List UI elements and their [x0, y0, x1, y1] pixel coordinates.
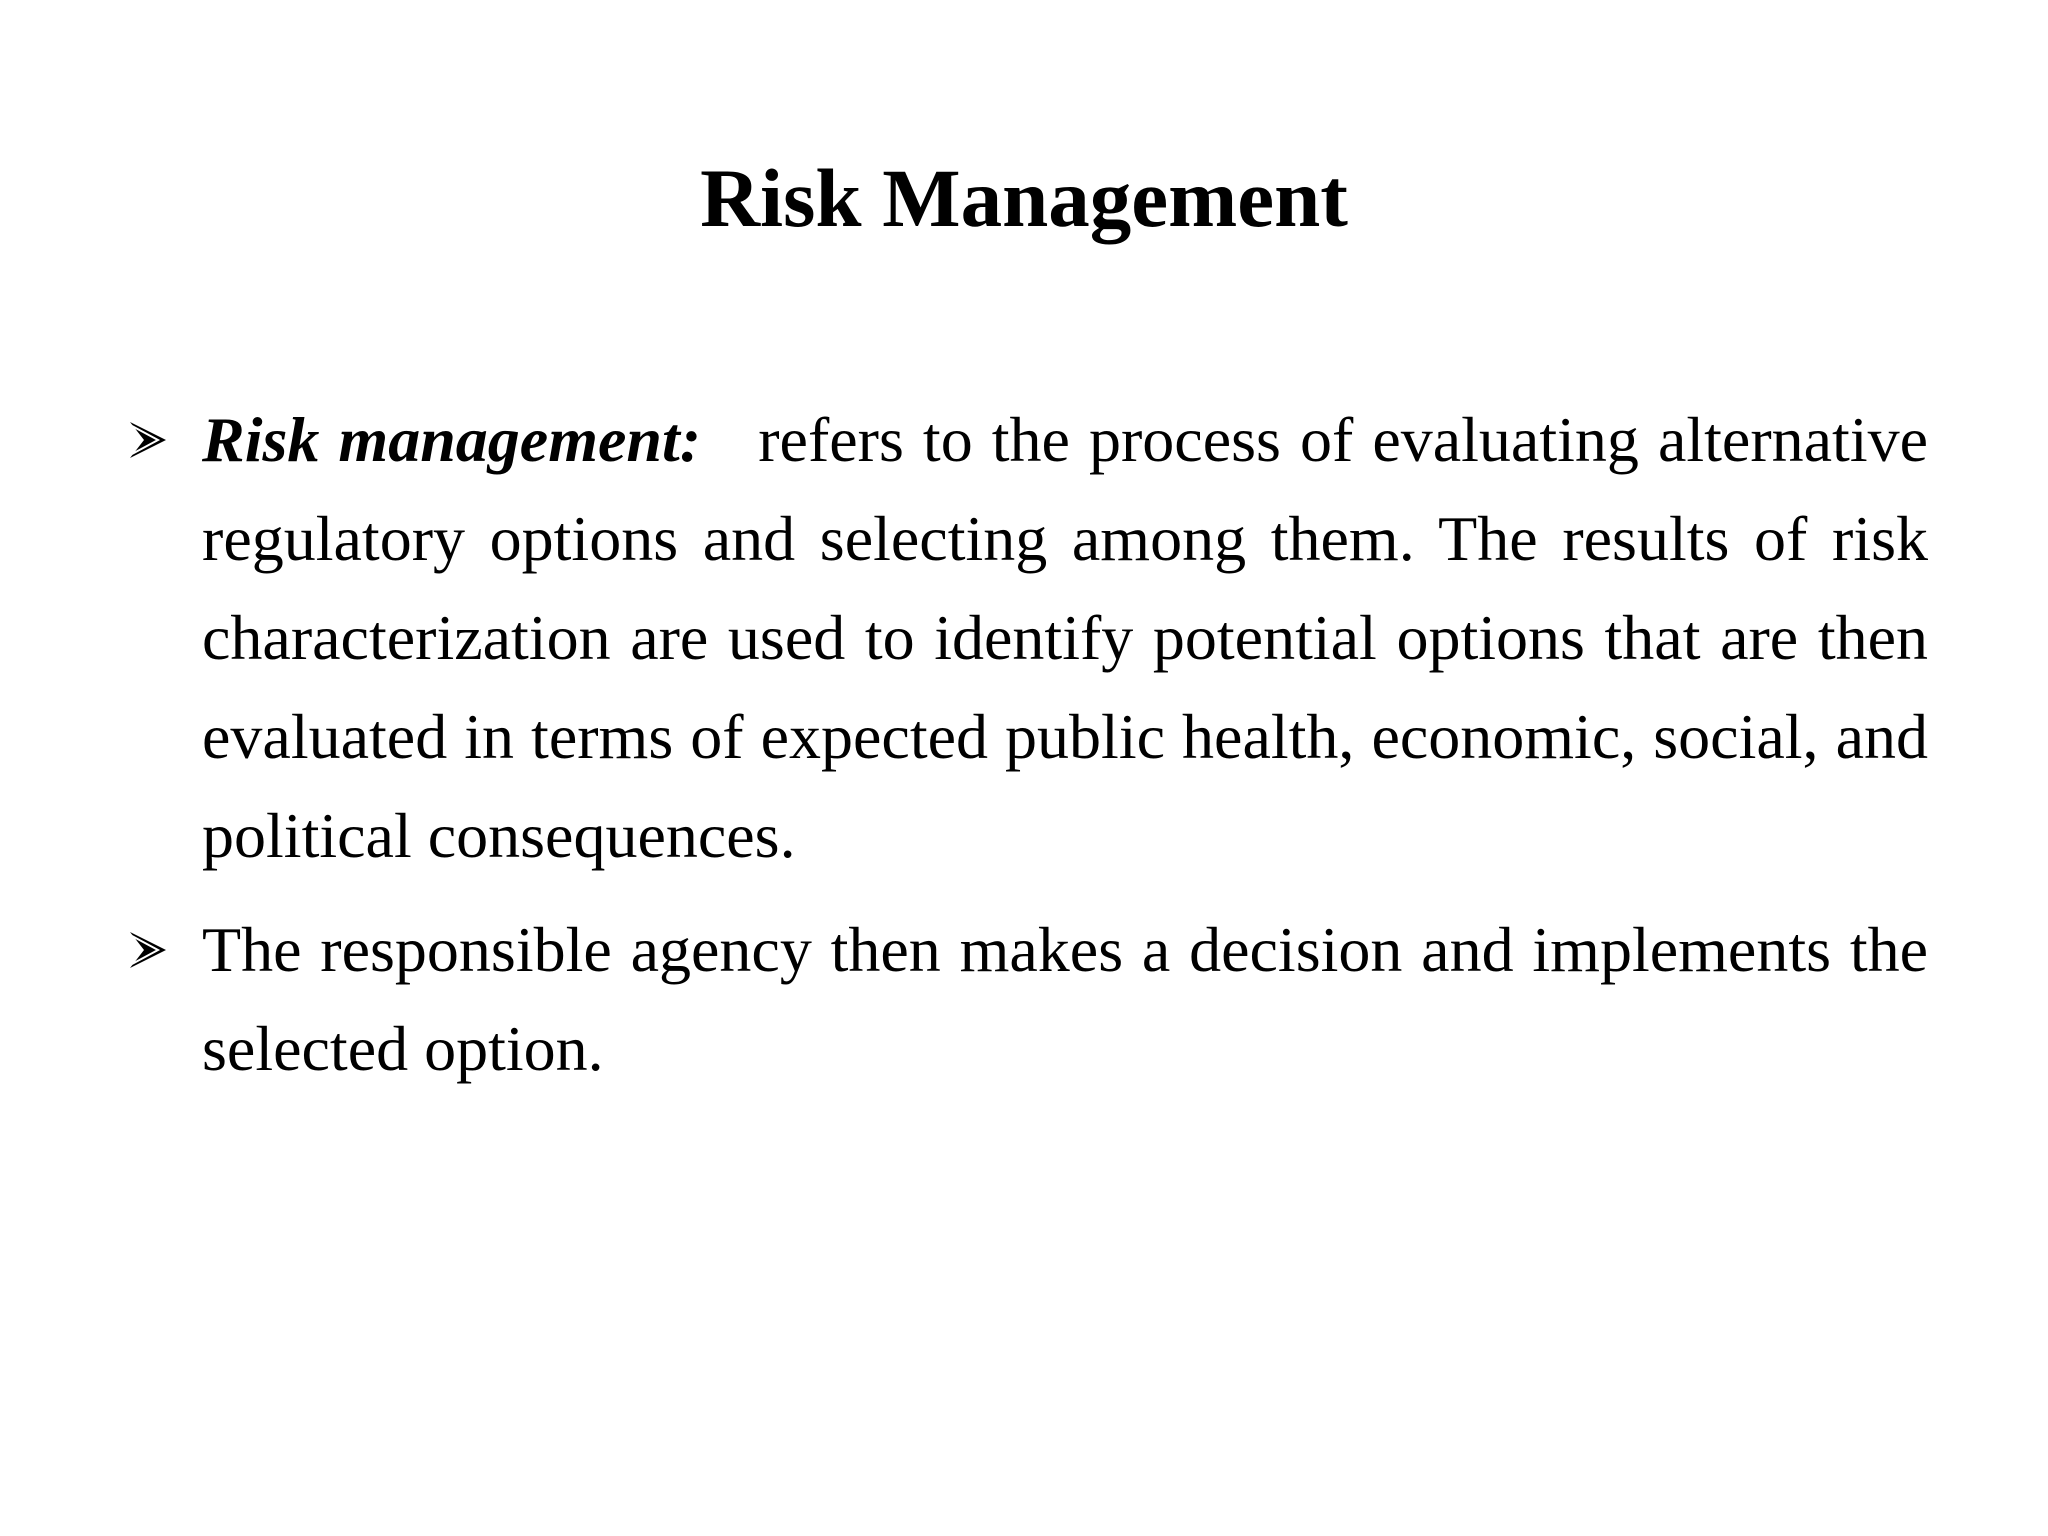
bullet-text — [202, 390, 1928, 885]
bullet-description: The responsible agency then makes a decision and implements the selected option. — [202, 914, 1928, 1084]
bullet-term: Risk management: — [202, 404, 702, 475]
bullet-description: refers to the process of evaluating alternative regulatory options and selecting among them. The results of risk characterization are used to identify potential options that are then evaluated in terms of expected public health, economic, social, and political consequences. — [202, 404, 1928, 871]
arrowhead-bullet-icon — [128, 390, 172, 490]
bullet-list — [128, 390, 1928, 1113]
bullet-item — [128, 900, 1928, 1098]
bullet-item — [128, 390, 1928, 885]
slide-title: Risk Management — [700, 152, 1348, 244]
arrowhead-bullet-icon — [128, 900, 172, 1000]
bullet-text — [202, 900, 1928, 1098]
